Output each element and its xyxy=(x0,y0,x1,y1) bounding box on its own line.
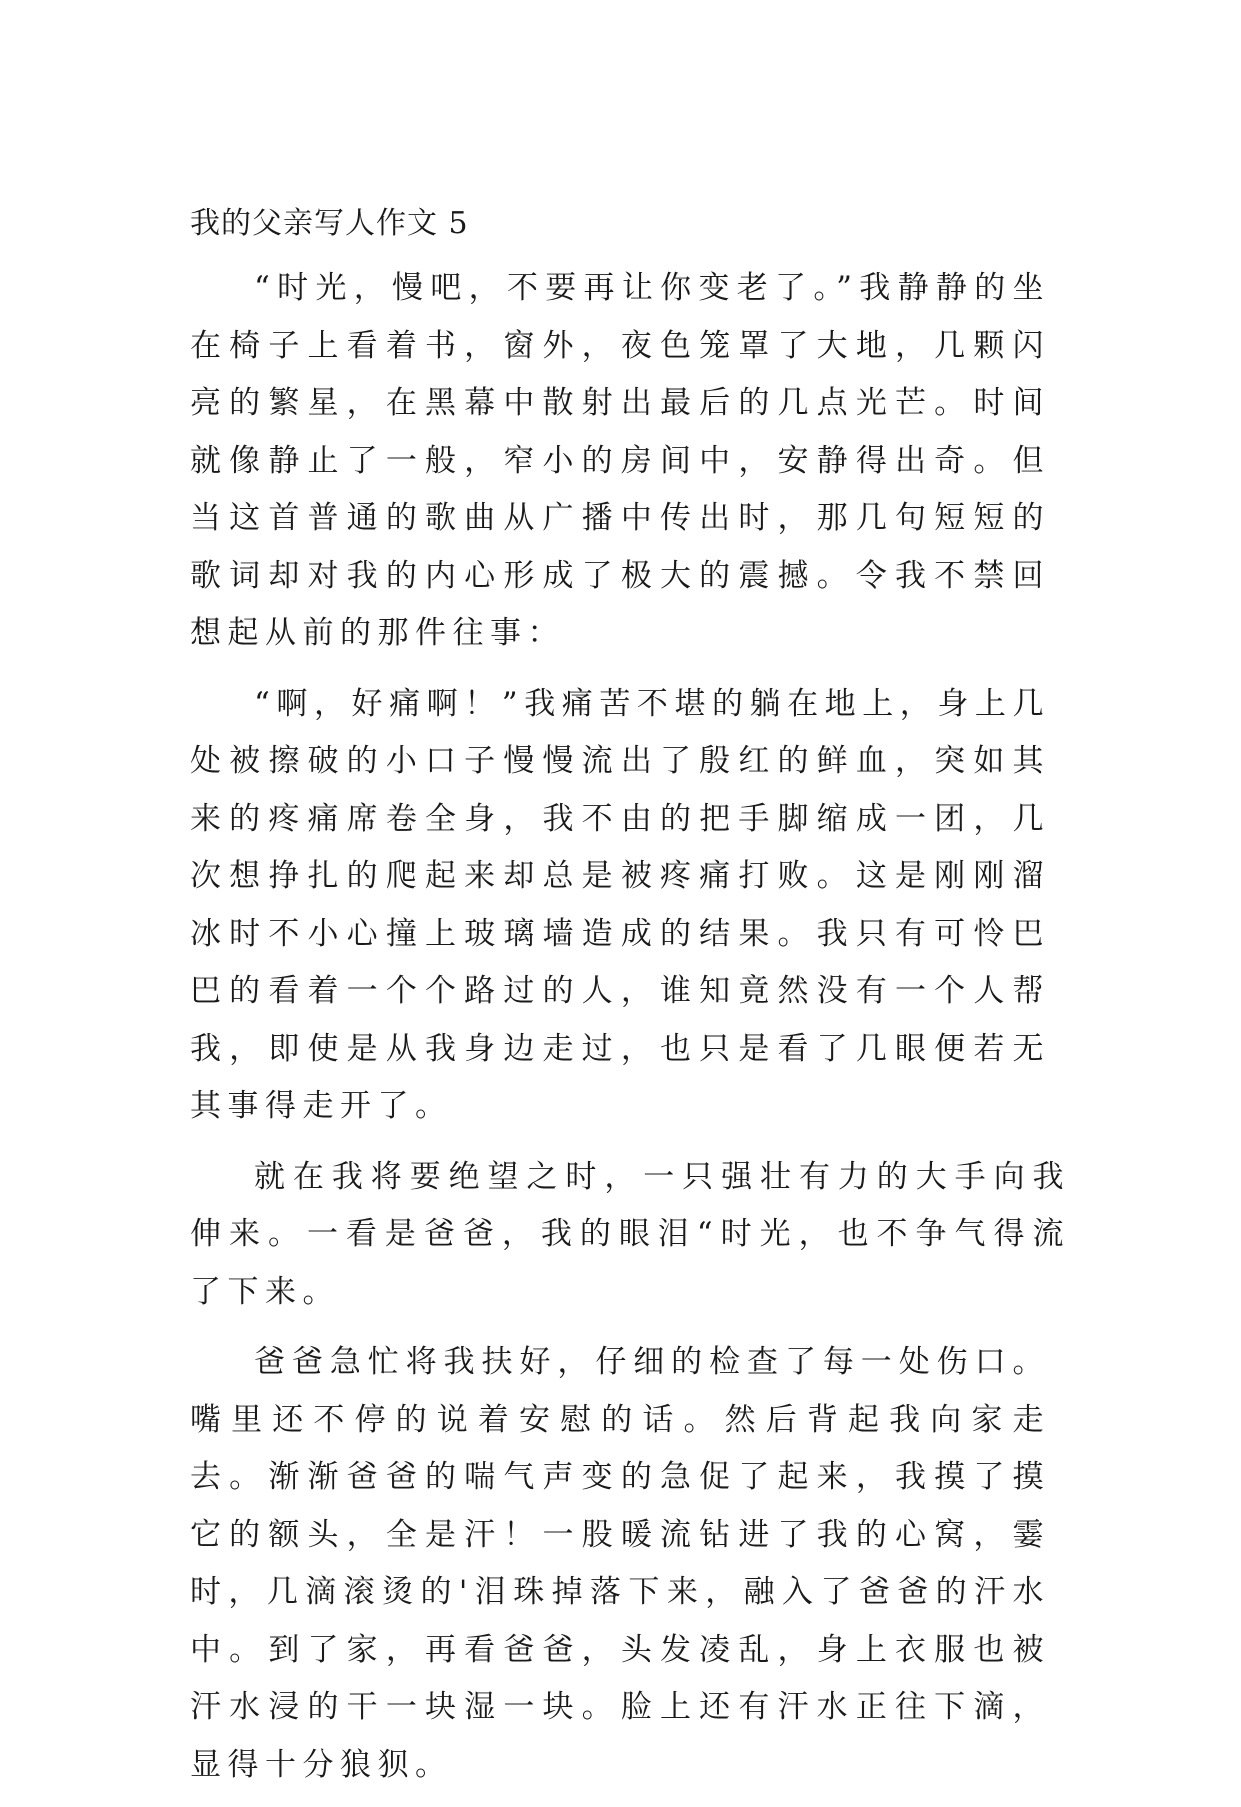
paragraph-1: “时光，慢吧，不要再让你变老了。”我静静的坐在椅子上看着书，窗外，夜色笼罩了大地，几颗闪亮的繁星，在黑幕中散射出最后的几点光芒。时间就像静止了一般，窄小的房间中，安静得出奇。但当这首普通的歌曲从广播中传出时，那几句短短的歌词却对我的内心形成了极大的震撼。令我不禁回想起从前的那件往事： xyxy=(190,270,1050,651)
paragraph-2: “啊，好痛啊！”我痛苦不堪的躺在地上，身上几处被擦破的小口子慢慢流出了殷红的鲜血，突如其来的疼痛席卷全身，我不由的把手脚缩成一团，几次想挣扎的爬起来却总是被疼痛打败。这是刚刚溜冰时不小心撞上玻璃墙造成的结果。我只有可怜巴巴的看着一个个路过的人，谁知竟然没有一个人帮我，即使是从我身边走过，也只是看了几眼便若无其事得走开了。 xyxy=(190,685,1050,1124)
paragraph-3: 就在我将要绝望之时，一只强壮有力的大手向我伸来。一看是爸爸，我的眼泪“时光，也不争气得流了下来。 xyxy=(190,1158,1070,1310)
paragraph-4: 爸爸急忙将我扶好，仔细的检查了每一处伤口。嘴里还不停的说着安慰的话。然后背起我向家走去。渐渐爸爸的喘气声变的急促了起来，我摸了摸它的额头，全是汗！一股暖流钻进了我的心窝，霎时，几滴滚烫的'泪珠掉落下来，融入了爸爸的汗水中。到了家，再看爸爸，头发凌乱，身上衣服也被汗水浸的干一块湿一块。脸上还有汗水正往下滴，显得十分狼狈。 xyxy=(190,1344,1050,1783)
document-page xyxy=(190,200,1070,1807)
document-title: 我的父亲写人作文 5 xyxy=(190,206,469,241)
